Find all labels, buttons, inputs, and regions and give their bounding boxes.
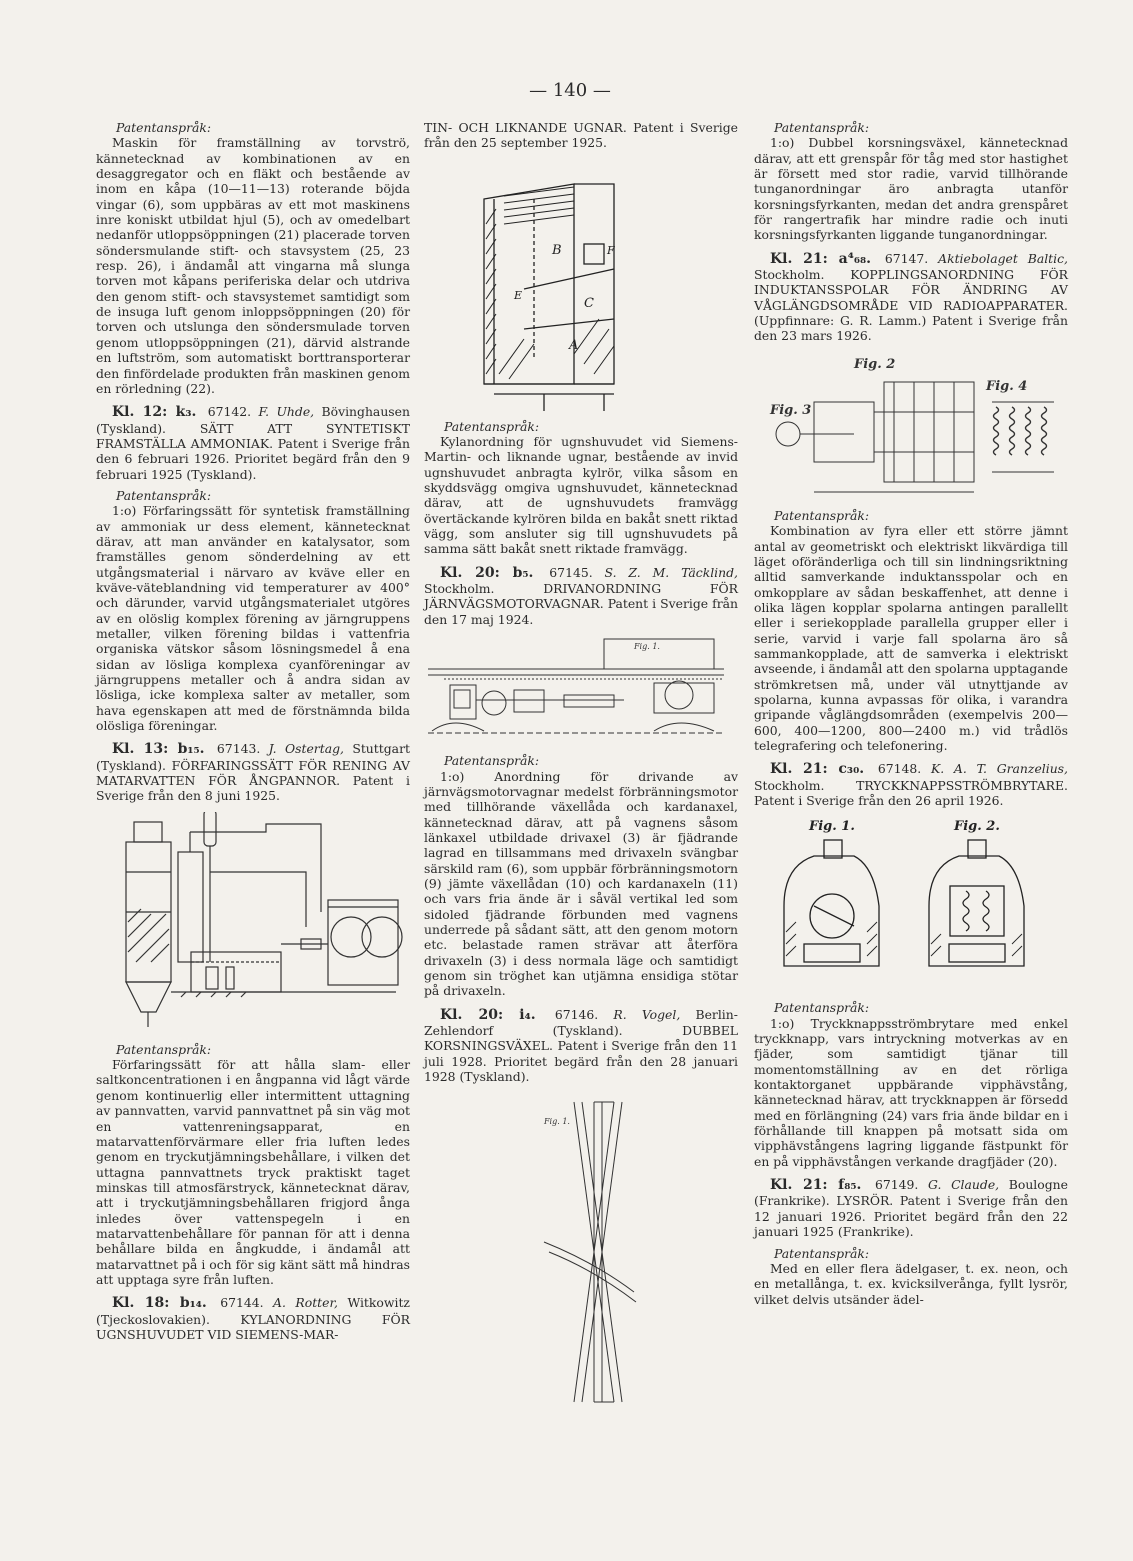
patent-number: 67145.	[549, 564, 593, 580]
figure-label-fig4: Fig. 4	[986, 378, 1028, 394]
patent-number: 67147.	[884, 250, 929, 266]
patent-number: 67148.	[877, 761, 922, 777]
figure-label-fig2: Fig. 2	[854, 356, 896, 372]
patent-number: 67143.	[216, 741, 261, 757]
applicant-name: Aktiebolaget Baltic,	[938, 250, 1068, 266]
figure-label-c: C	[584, 295, 594, 311]
patent-details: Witkowitz (Tjeckoslovakien). KYLANORDNING FÖR UGNSHUVUDET VID SIEMENS-MAR-	[96, 1295, 410, 1342]
patent-details: Boulogne (Frankrike). LYSRÖR. Patent i Sverige från den 12 januari 1926. Prioritet begärd från den 22 januari 1925 (Frankrike).	[754, 1177, 1068, 1240]
applicant-name: K. A. T. Granzelius,	[930, 761, 1068, 777]
class-code: Kl. 20: b₅.	[440, 564, 534, 581]
patent-number: 67149.	[875, 1177, 919, 1193]
figure-label-fig1: Fig. 1.	[809, 819, 855, 835]
column-1	[96, 120, 410, 1342]
column-3	[754, 120, 1068, 1307]
figure-label-b: B	[552, 242, 562, 258]
figure-boiler-apparatus	[96, 812, 410, 1034]
patent-details: Stockholm. DRIVANORDNING FÖR JÄRNVÄGSMOTORVAGNAR. Patent i Sverige från den 17 maj 1924.	[424, 581, 738, 627]
patent-details: Berlin-Zehlendorf (Tyskland). DUBBEL KORSNINGSVÄXEL. Patent i Sverige från den 11 juli 1928. Prioritet begärd från den 28 januari 1928 (Tyskland).	[424, 1006, 738, 1085]
patent-entry-67148	[754, 761, 1068, 808]
claim-label: Patentanspråk:	[444, 418, 540, 434]
claim-text: 1:o) Tryckknappsströmbrytare med enkel tryckknapp, vars intryckning motverkas av en fjäder, som samtidigt tjänar till momentomställning av en det rörliga kontaktorganet uppbärande vipphävstång, kännetecknad härav, att tryckknappen är försedd med en förlängning (24) vars fria ände bildar en i förhållande till knappen på motsatt sida om vipphävstångens lagring liggande fästpunkt för en på vipphävstången verkande dragfjäder (20).	[754, 1015, 1068, 1169]
class-code: Kl. 12: k₃.	[112, 404, 197, 421]
patent-entry-67142	[96, 404, 410, 482]
page-number: — 140 —	[529, 80, 611, 101]
claim-text: Kylanordning för ugnshuvudet vid Siemens-Martin- och liknande ugnar, bestående av invid ugnshuvudet anbragta kylrör, vilka såsom en skyddsvägg omgiva ugnshuvudet, kännetecknad därav, att de ugnshuvudets framvägg övertäckande kylrören bilda en bakåt snett riktad vägg, som ansluter sig till ugnshuvudets på samma sätt bakåt snett riktade framvägg.	[424, 434, 738, 557]
figure-railcar-drive	[424, 635, 738, 745]
figure-push-button-switch	[754, 816, 1068, 992]
claim-text: 1:o) Förfaringssätt för syntetisk framställning av ammoniak ur dess element, kännetecknat därav, att man använder en katalysator, som framställes genom sönderdelning av ett utgångsmaterial i närvaro av kväve eller en kväve-väteblandning vid temperaturer av 400° och därunder, varvid utgångsmaterialet utgöres av en olöslig komplex förening av järngruppens metaller, vilken förening bildas i vattenfria organiska vätskor såsom lösningsmedel å ena sidan av lösliga komplexa cyanföreningar av järngruppens metaller och å andra sidan av lösliga, icke komplexa salter av metaller, som hava egenskapen att med de förstnämnda bilda olösliga föreningar.	[96, 503, 410, 734]
figure-furnace-cooling	[424, 159, 738, 411]
patent-entry-67144	[96, 1295, 410, 1342]
figure-label-a: A	[569, 337, 579, 353]
patent-entry-67149	[754, 1177, 1068, 1239]
claim-label: Patentanspråk:	[444, 753, 540, 769]
claim-label: Patentanspråk:	[116, 487, 212, 503]
continued-entry: TIN- OCH LIKNANDE UGNAR. Patent i Sverige från den 25 september 1925.	[424, 120, 738, 151]
claim-text: Kombination av fyra eller ett större jämnt antal av geometriskt och elektriskt likvärdiga till läget oföränderliga och till sin lindningsriktning alltid samverkande induktansspolar och en omkopplare av sådan beskaffenhet, att denne i olika lägen kopplar spolarna antingen parallellt eller i seriekopplade parallella grupper eller i serie, varvid i varje fall spolarna äro så sammankopplade, att de samverka i elektriskt avseende, i ändamål att den spolarna upptagande strömkretsen må, under väl utnyttjande av spolarna, kunna avpassas för olika, i varandra gripande våglängdsområden (exempelvis 200—600, 400—1200, 800—2400 m.) vid trådlös telegrafering och telefonering.	[754, 523, 1068, 753]
claim-label: Patentanspråk:	[116, 120, 212, 135]
claim-text: 1:o) Dubbel korsningsväxel, kännetecknad därav, att ett grenspår för tåg med stor hastighet är försett med stor radie, varvid tillhörande tunganordningar äro anbragta utanför korsningsfyrkanten, medan det andra grenspåret för rangertrafik har mindre radie och inuti korsningsfyrkanten liggande tunganordningar.	[754, 135, 1068, 243]
claim-label: Patentanspråk:	[116, 1041, 212, 1057]
claim-text: Maskin för framställning av torvströ, kännetecknad av kombinationen av en desaggregator och en fläkt och bestående av inom en kåpa (10—11—13) roterande böjda vingar (6), som uppbäras av ett mot maskinens inre koniskt utbildat hjul (5), och av omedelbart nedanför utloppsöppningen (21) placerade torven söndersmulande stift- och stavsystem (25, 23 resp. 26), i ändamål att vingarna må slunga torven mot kåpans periferiska delar och utdriva den genom stift- och stavsystemet samtidigt som de insuga luft genom inloppsöppningen (20) för torven och utslunga den söndersmulade torven genom utloppsöppningen (21), därvid alstrande en luftström, som automatiskt borttransporterar den finfördelade produkten från maskinen genom en rörledning (22).	[96, 135, 410, 396]
claim-label: Patentanspråk:	[774, 1245, 870, 1261]
class-code: Kl. 21: c₃₀.	[770, 761, 865, 778]
class-code: Kl. 21: a⁴₆₈.	[770, 250, 871, 267]
applicant-name: G. Claude,	[928, 1177, 1000, 1193]
patent-details: Stockholm. KOPPLINGSANORDNING FÖR INDUKTANSSPOLAR FÖR ÄNDRING AV VÅGLÄNGDSOMRÅDE VID RADIOAPPARATER. (Uppfinnare: G. R. Lamm.) Patent i Sverige från den 23 mars 1926.	[754, 267, 1068, 344]
figure-double-crossing	[424, 1092, 738, 1412]
patent-number: 67144.	[220, 1295, 264, 1311]
claim-label: Patentanspråk:	[774, 1000, 870, 1016]
class-code: Kl. 20: i₄.	[440, 1006, 536, 1023]
column-2	[424, 120, 738, 1420]
applicant-name: S. Z. M. Täcklind,	[604, 564, 738, 580]
figure-label-f: F	[607, 243, 615, 257]
figure-caption: Fig. 1.	[544, 1117, 570, 1127]
claim-label: Patentanspråk:	[774, 120, 870, 135]
patent-number: 67146.	[554, 1006, 599, 1022]
patent-entry-67145	[424, 565, 738, 627]
claim-label: Patentanspråk:	[774, 507, 870, 523]
patent-entry-67143	[96, 741, 410, 803]
class-code: Kl. 18: b₁₄.	[112, 1295, 207, 1312]
figure-label-fig2: Fig. 2.	[954, 819, 1000, 835]
patent-entry-67147	[754, 251, 1068, 344]
patent-entry-67146	[424, 1007, 738, 1085]
claim-text: Förfaringssätt för att hålla slam- eller saltkoncentrationen i en ångpanna vid lågt värde genom kontinuerlig eller intermittent uttagning av pannvatten, varvid pannvattnet på sin väg mot en vattenreningsapparat, en matarvattenförvärmare eller fria luften ledes genom en tryckutjämningsbehållare, i vilken det uttagna pannvattnets tryck praktiskt taget minskas till atmosfärstryck, kännetecknat därav, att i tryckutjämningsbehållaren frigjord ånga inledes över vattenspegeln i en matarvattenbehållare för pannan för att i denna behållare bilda en ångkudde, i ändamål att matarvattnet på i och för sig känt sätt må hindras att upptaga syre från luften.	[96, 1057, 410, 1287]
applicant-name: R. Vogel,	[613, 1006, 681, 1022]
figure-inductance-coils	[754, 352, 1068, 500]
figure-caption: Fig. 1.	[634, 642, 660, 652]
patent-number: 67142.	[207, 404, 252, 420]
applicant-name: J. Ostertag,	[268, 741, 344, 757]
patent-details: Stockholm. TRYCKKNAPPSSTRÖMBRYTARE. Patent i Sverige från den 26 april 1926.	[754, 777, 1068, 808]
patent-details: Stuttgart (Tyskland). FÖRFARINGSSÄTT FÖR RENING AV MATARVATTEN FÖR ÅNGPANNOR. Patent i Sverige från den 8 juni 1925.	[96, 741, 410, 804]
claim-text: Med en eller flera ädelgaser, t. ex. neon, och en metallånga, t. ex. kvicksilverånga, fyllt lysrör, vilket delvis utsänder ädel-	[754, 1260, 1068, 1307]
applicant-name: F. Uhde,	[258, 404, 315, 420]
claim-text: 1:o) Anordning för drivande av järnvägsmotorvagnar medelst förbränningsmotor med tillhörande växellåda och kardanaxel, kännetecknad därav, att på vagnens såsom länkaxel utbildade drivaxel (3) är fjädrande lagrad en tillsammans med drivaxeln svängbar särskild ram (6), som uppbär förbränningsmotorn (9) jämte växellådan (10) och kardanaxeln (11) och vars fria ände är i såväl vertikal led som sidoled fjädrande förbunden med vagnens underrede på sådant sätt, att den genom motorn etc. belastade ramen strävar att återföra drivaxeln (3) i dess normala läge och samtidigt genom sin tröghet kan utjämna ensidiga stötar på drivaxeln.	[424, 768, 738, 999]
class-code: Kl. 21: f₈₅.	[770, 1177, 862, 1194]
figure-label-fig3: Fig. 3	[770, 402, 812, 418]
class-code: Kl. 13: b₁₅.	[112, 741, 205, 758]
applicant-name: A. Rotter,	[273, 1295, 338, 1311]
patent-details: Bövinghausen (Tyskland). SÄTT ATT SYNTETISKT FRAMSTÄLLA AMMONIAK. Patent i Sverige från den 6 februari 1926. Prioritet begärd från den 9 februari 1925 (Tyskland).	[96, 404, 410, 482]
figure-label-e: E	[514, 288, 523, 302]
